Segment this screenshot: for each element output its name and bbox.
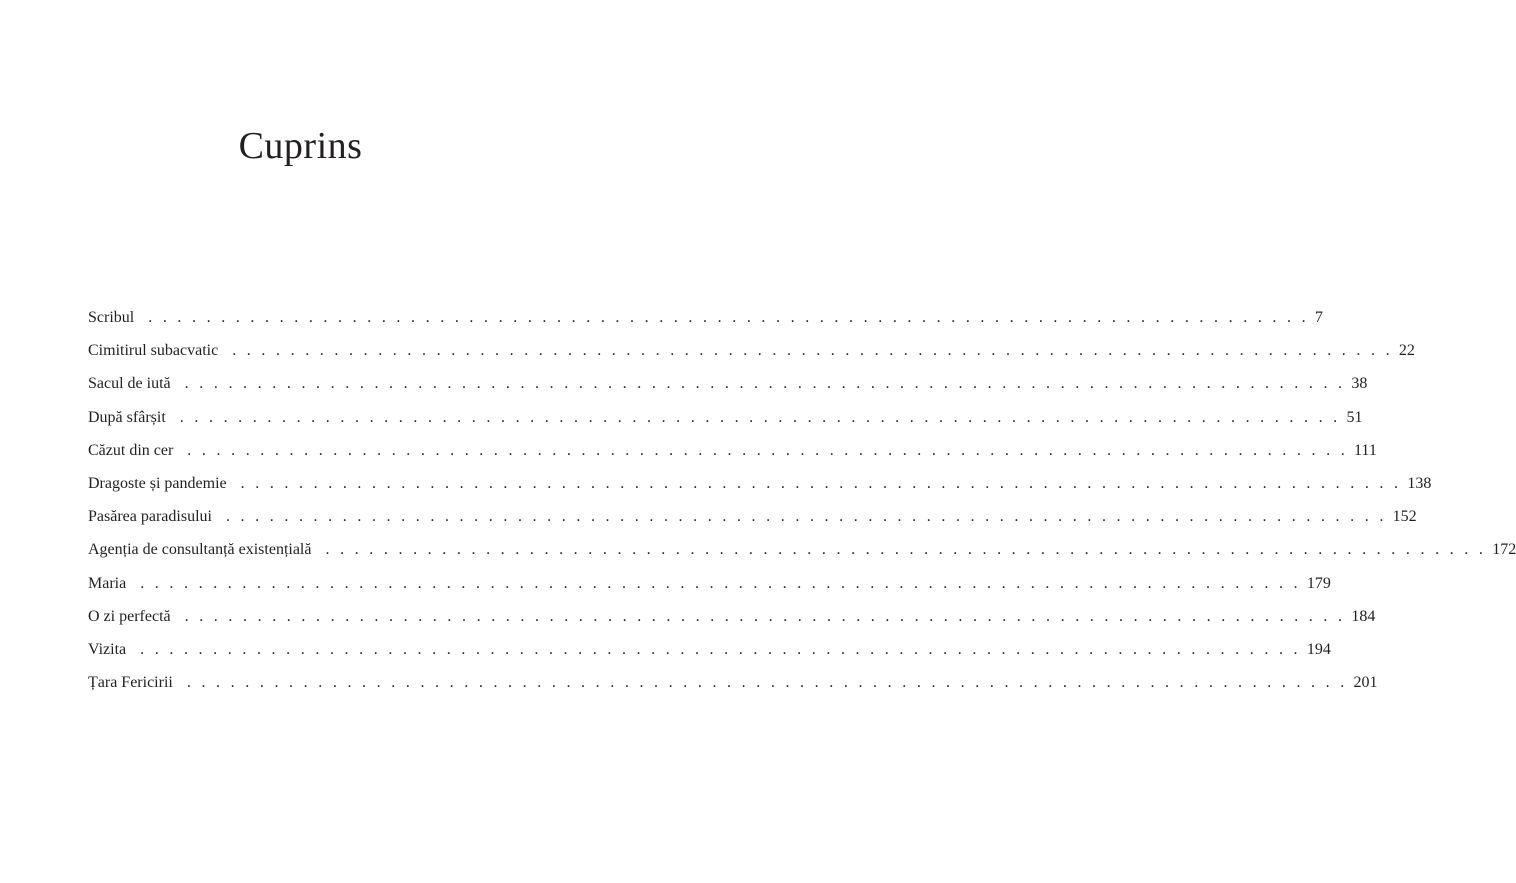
toc-page-number: 38 <box>1351 375 1368 393</box>
toc-entry-title: Căzut din cer <box>88 441 174 459</box>
toc-entry <box>88 505 1417 538</box>
toc-dot-leader: . . . . . . . . . . . . . . . . . . . . . . . . . . . . . . . . . . . . . . . . . . . . . . . . . . . . . . . . . . . . . . . . . . . . . . . . . . . . . . . . <box>140 640 1301 658</box>
toc-entry-title: Dragoste și pandemie <box>88 474 227 492</box>
toc-dot-leader: . . . . . . . . . . . . . . . . . . . . . . . . . . . . . . . . . . . . . . . . . . . . . . . . . . . . . . . . . . . . . . . . . . . . . . . . . . . . . . . . <box>140 574 1301 592</box>
toc-entry-title: Agenția de consultanță existențială <box>88 541 312 559</box>
toc-entry-title: Vizita <box>88 640 127 658</box>
toc-page-number: 138 <box>1407 474 1432 492</box>
toc-dot-leader: . . . . . . . . . . . . . . . . . . . . . . . . . . . . . . . . . . . . . . . . . . . . . . . . . . . . . . . . . . . . . . . . . . . . . . . . . . . . . . . . <box>148 309 1309 326</box>
toc-entry-title: O zi perfectă <box>88 607 171 625</box>
toc-dot-leader: . . . . . . . . . . . . . . . . . . . . . . . . . . . . . . . . . . . . . . . . . . . . . . . . . . . . . . . . . . . . . . . . . . . . . . . . . . . . . . . . <box>184 607 1346 625</box>
toc-page-number: 22 <box>1398 342 1415 360</box>
toc-entry <box>88 605 1376 638</box>
toc-entry <box>88 572 1331 605</box>
toc-entry <box>88 538 1516 571</box>
toc-entry-title: Scribul <box>88 309 135 326</box>
toc-page-number: 184 <box>1351 607 1376 625</box>
toc-entry <box>88 671 1378 704</box>
toc-entry-title: După sfârșit <box>88 408 166 426</box>
toc-entry <box>88 406 1363 439</box>
toc-dot-leader: . . . . . . . . . . . . . . . . . . . . . . . . . . . . . . . . . . . . . . . . . . . . . . . . . . . . . . . . . . . . . . . . . . . . . . . . . . . . . . . . <box>187 441 1348 459</box>
toc-entry-title: Cimitirul subacvatic <box>88 342 219 360</box>
toc-dot-leader: . . . . . . . . . . . . . . . . . . . . . . . . . . . . . . . . . . . . . . . . . . . . . . . . . . . . . . . . . . . . . . . . . . . . . . . . . . . . . . . . <box>240 474 1402 492</box>
page-title: Cuprins <box>238 125 363 167</box>
toc-page-number: 152 <box>1392 508 1417 526</box>
toc-dot-leader: . . . . . . . . . . . . . . . . . . . . . . . . . . . . . . . . . . . . . . . . . . . . . . . . . . . . . . . . . . . . . . . . . . . . . . . . . . . . . . . . <box>325 541 1487 559</box>
table-of-contents <box>88 306 1516 704</box>
toc-dot-leader: . . . . . . . . . . . . . . . . . . . . . . . . . . . . . . . . . . . . . . . . . . . . . . . . . . . . . . . . . . . . . . . . . . . . . . . . . . . . . . . . <box>179 408 1341 426</box>
toc-page-number: 51 <box>1346 408 1363 426</box>
toc-entry <box>88 439 1377 472</box>
toc-entry-title: Pasărea paradisului <box>88 508 212 526</box>
toc-dot-leader: . . . . . . . . . . . . . . . . . . . . . . . . . . . . . . . . . . . . . . . . . . . . . . . . . . . . . . . . . . . . . . . . . . . . . . . . . . . . . . . . <box>225 508 1387 526</box>
toc-page-number: 7 <box>1314 309 1323 326</box>
toc-dot-leader: . . . . . . . . . . . . . . . . . . . . . . . . . . . . . . . . . . . . . . . . . . . . . . . . . . . . . . . . . . . . . . . . . . . . . . . . . . . . . . . . <box>184 375 1346 393</box>
toc-dot-leader: . . . . . . . . . . . . . . . . . . . . . . . . . . . . . . . . . . . . . . . . . . . . . . . . . . . . . . . . . . . . . . . . . . . . . . . . . . . . . . . . <box>186 674 1348 692</box>
toc-page-number: 172 <box>1492 541 1516 559</box>
toc-entry <box>88 472 1432 505</box>
toc-entry-title: Maria <box>88 574 127 592</box>
toc-page-number: 179 <box>1306 574 1331 592</box>
toc-entry <box>88 372 1368 405</box>
toc-page-number: 111 <box>1354 441 1377 459</box>
toc-page-number: 194 <box>1306 640 1331 658</box>
toc-page-number: 201 <box>1353 674 1378 692</box>
toc-entry <box>88 306 1323 339</box>
toc-entry-title: Sacul de iută <box>88 375 171 393</box>
toc-entry <box>88 638 1331 671</box>
toc-entry-title: Țara Fericirii <box>88 674 173 692</box>
toc-dot-leader: . . . . . . . . . . . . . . . . . . . . . . . . . . . . . . . . . . . . . . . . . . . . . . . . . . . . . . . . . . . . . . . . . . . . . . . . . . . . . . . . <box>232 342 1393 360</box>
toc-entry <box>88 339 1415 372</box>
